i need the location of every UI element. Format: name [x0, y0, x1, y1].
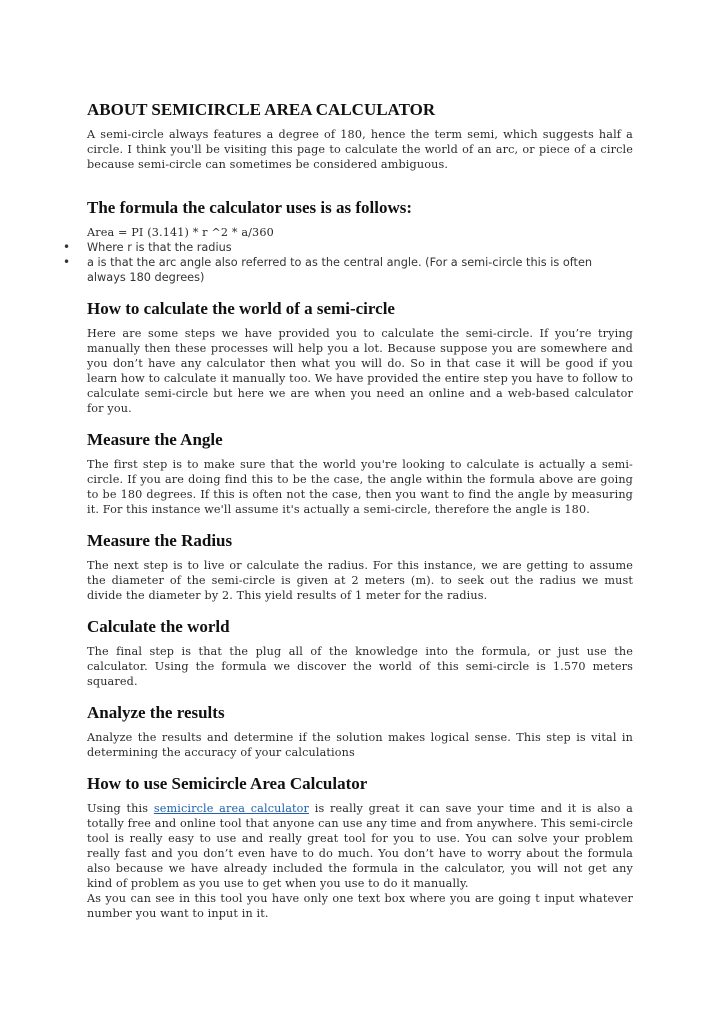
- bullet-icon: •: [63, 255, 71, 269]
- section-analyze: [87, 703, 633, 760]
- howto-body: [87, 801, 633, 891]
- howto-body-2: As you can see in this tool you have only one text box where you are going t input whatever number you want to input in it.: [87, 892, 633, 920]
- section-calculate: [87, 617, 633, 689]
- list-item: [63, 240, 633, 255]
- calculate-heading: Calculate the world: [87, 617, 230, 636]
- howto-heading: How to use Semicircle Area Calculator: [87, 774, 368, 793]
- section-howto: [87, 774, 633, 921]
- section-about: [87, 100, 633, 172]
- section-formula: [63, 198, 633, 285]
- analyze-body: Analyze the results and determine if the solution makes logical sense. This step is vital in determining the accuracy of your calculations: [87, 731, 633, 759]
- about-heading: ABOUT SEMICIRCLE AREA CALCULATOR: [87, 100, 436, 119]
- list-item: [63, 255, 633, 285]
- formula-heading: The formula the calculator uses is as follows:: [87, 198, 413, 217]
- formula-line: Area = PI (3.141) * r ^2 * a/360: [87, 226, 274, 239]
- how-calc-body: Here are some steps we have provided you to calculate the semi-circle. If you’re trying manually then these processes will help you a lot. Because suppose you are somewhere and you don’t have any calculator then what you will do. So in that case it will be good if you learn how to calculate it manually too. We have provided the entire step you have to follow to calculate semi-circle but here we are when you need an online and a web-based calculator for you.: [87, 327, 633, 415]
- document-content: [63, 100, 633, 935]
- about-body: A semi-circle always features a degree of 180, hence the term semi, which suggests half a circle. I think you'll be visiting this page to calculate the world of an arc, or piece of a circle because semi-circle can sometimes be considered ambiguous.: [87, 128, 633, 171]
- section-how-calc: [87, 299, 633, 416]
- howto-body-suffix: is really great it can save your time and it is also a totally free and online tool that anyone can use any time and from anywhere. This semi-circle tool is really easy to use and really great tool for you to use. You can solve your problem really fast and you don’t even have to do much. You don’t have to worry about the formula also because we have already included the formula in the calculator, you will not get any kind of problem as you use to get when you use to do it manually.: [87, 802, 633, 890]
- analyze-heading: Analyze the results: [87, 703, 225, 722]
- angle-body: The first step is to make sure that the world you're looking to calculate is actually a semi-circle. If you are doing find this to be the case, the angle within the formula above are going to be 180 degrees. If this is often not the case, then you want to find the angle by measuring it. For this instance we'll assume it's actually a semi-circle, therefore the angle is 180.: [87, 458, 633, 516]
- semicircle-calculator-link[interactable]: semicircle area calculator: [153, 802, 310, 815]
- formula-bullet-list: [63, 240, 633, 285]
- howto-body-prefix: Using this: [87, 802, 154, 815]
- radius-heading: Measure the Radius: [87, 531, 233, 550]
- section-angle: [87, 430, 633, 517]
- angle-heading: Measure the Angle: [87, 430, 223, 449]
- calculate-body: The final step is that the plug all of the knowledge into the formula, or just use the calculator. Using the formula we discover the world of this semi-circle is 1.570 meters squared.: [87, 645, 633, 688]
- section-radius: [87, 531, 633, 603]
- bullet-text: Where r is that the radius: [87, 241, 232, 254]
- bullet-icon: •: [63, 240, 71, 254]
- how-calc-heading: How to calculate the world of a semi-circle: [87, 299, 395, 318]
- radius-body: The next step is to live or calculate the radius. For this instance, we are getting to assume the diameter of the semi-circle is given at 2 meters (m). to seek out the radius we must divide the diameter by 2. This yield results of 1 meter for the radius.: [87, 559, 633, 602]
- bullet-text: a is that the arc angle also referred to as the central angle. (For a semi-circle this is often always 180 degrees): [87, 256, 593, 284]
